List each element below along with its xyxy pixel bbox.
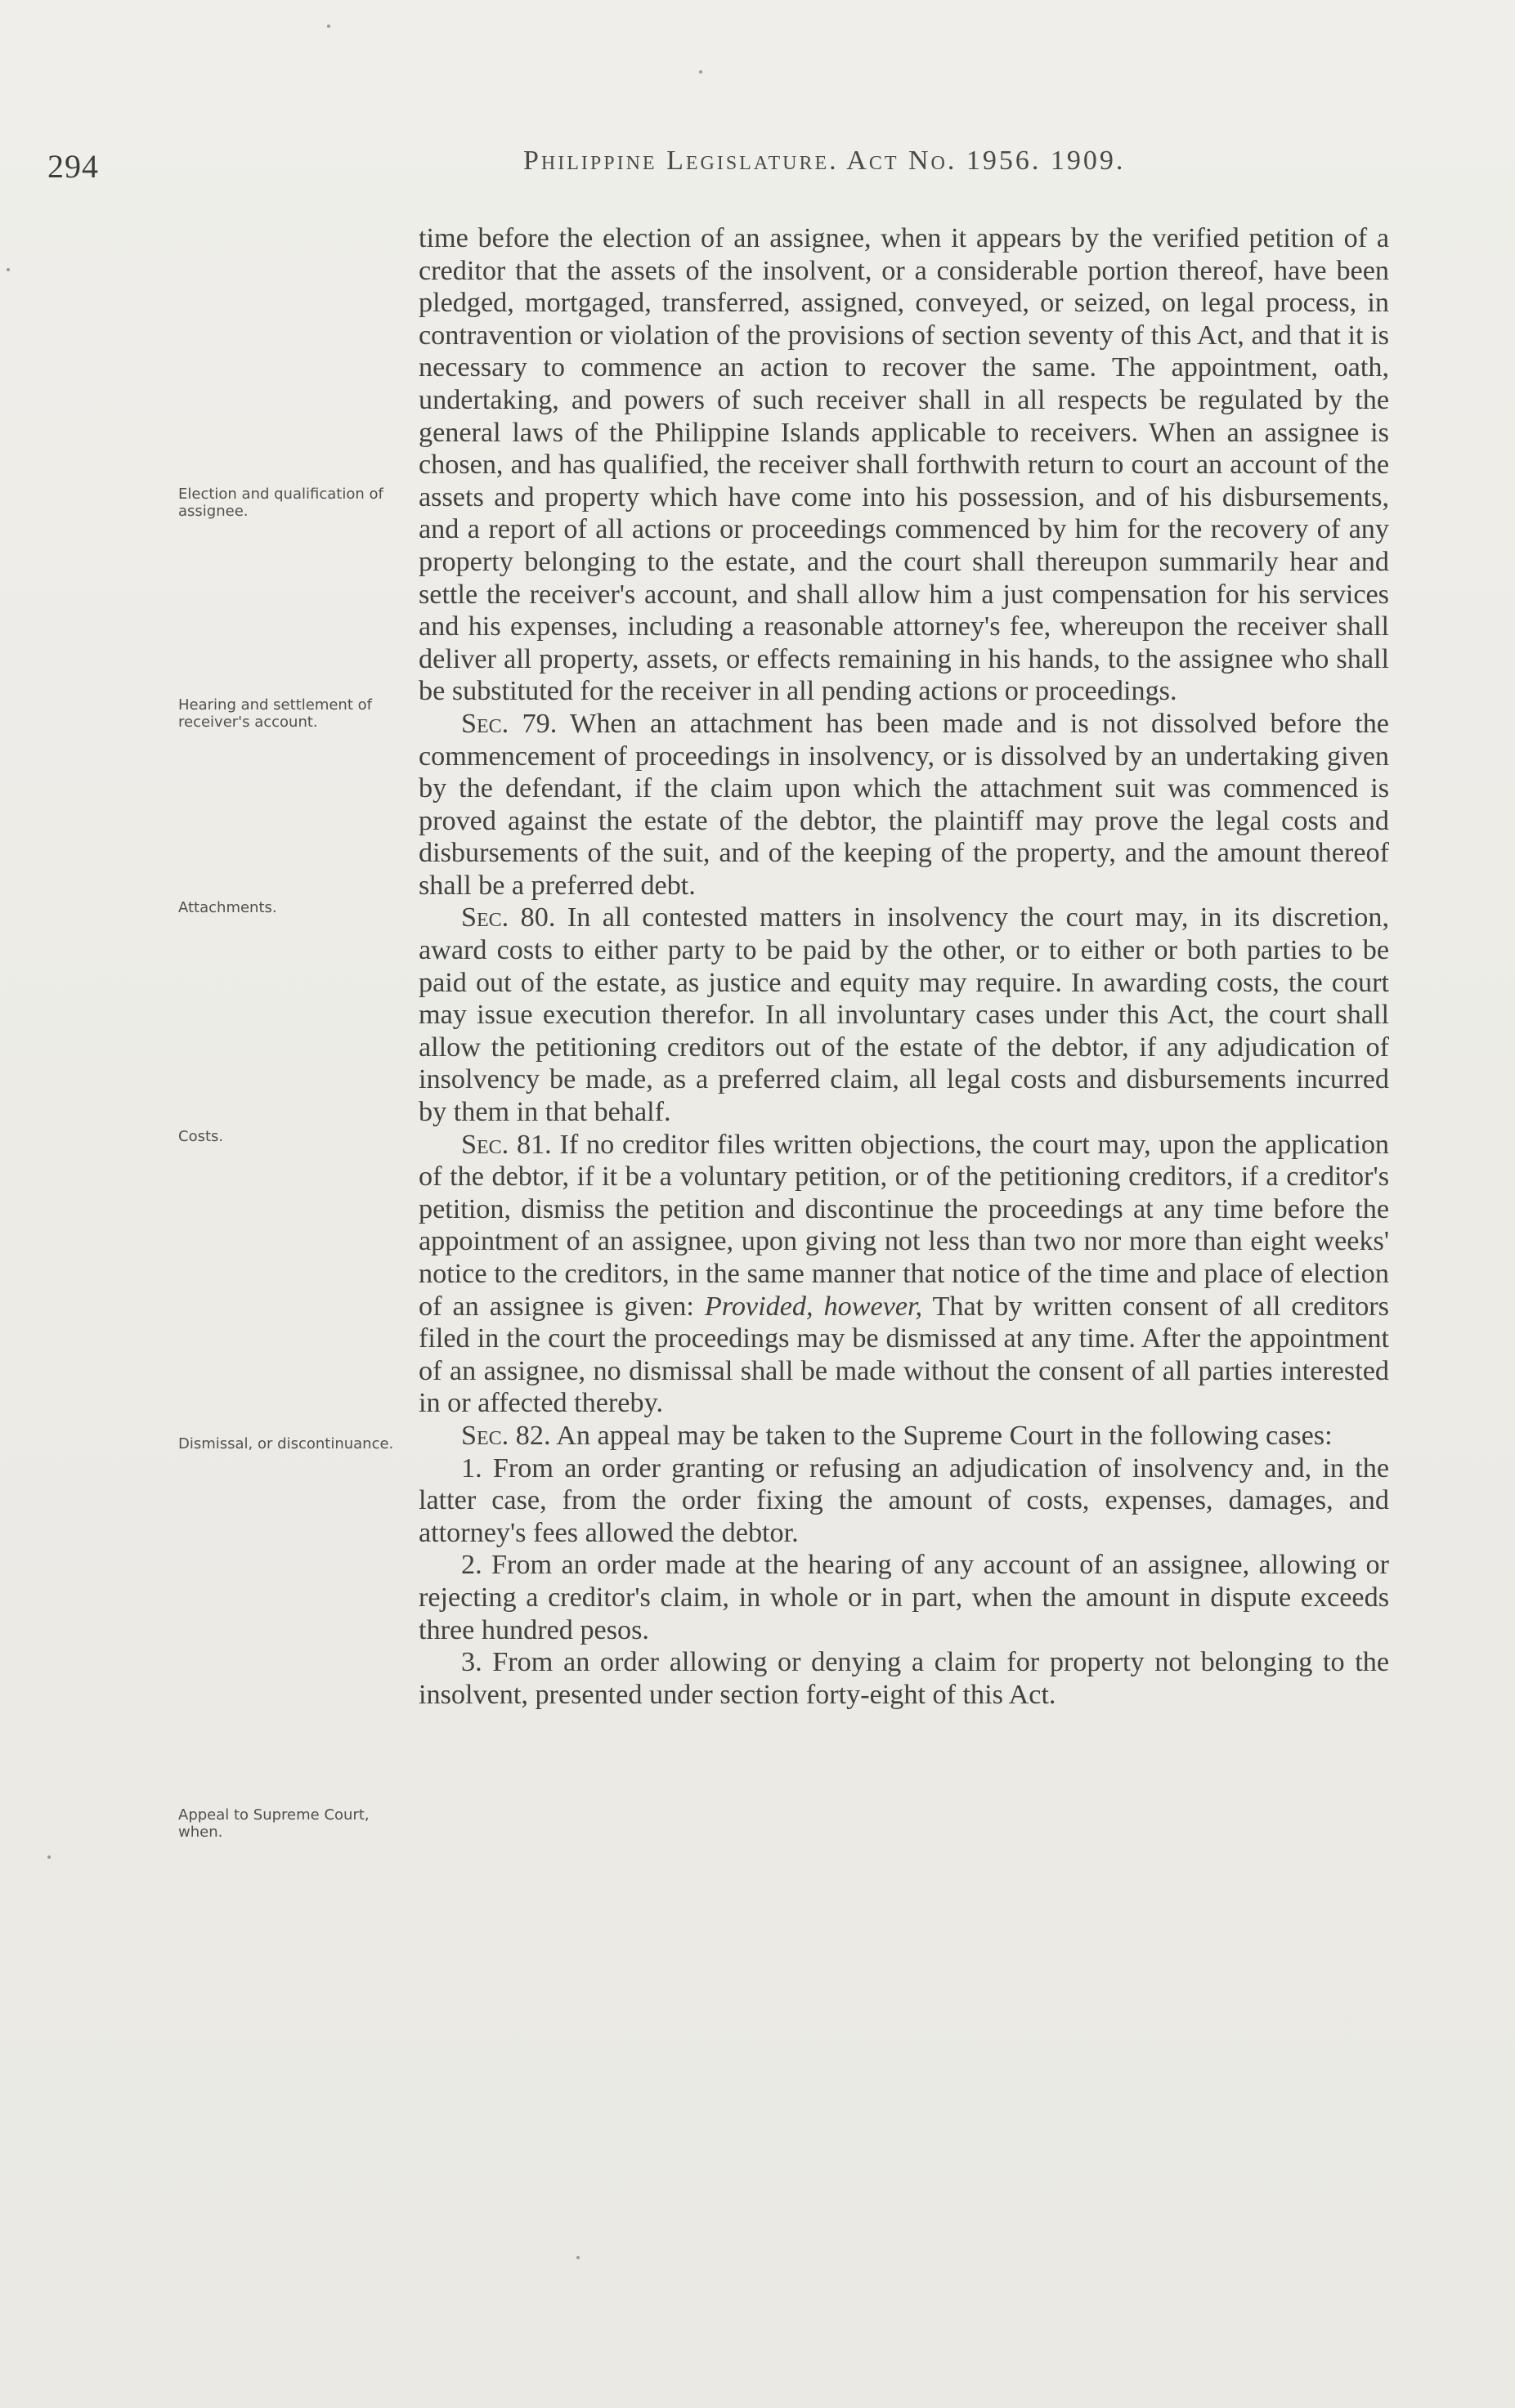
section-82-text: An appeal may be taken to the Supreme Court in the following cases:	[556, 1420, 1333, 1451]
margin-note-costs: Costs.	[178, 1128, 224, 1145]
appeal-case-1: 1. From an order granting or refusing an adjudication of insolvency and, in the latter case, from the order fixing the amount of costs, expenses, damages, and attorney's fees allowed the debtor.	[419, 1452, 1389, 1548]
scan-speck	[699, 70, 702, 74]
section-81-text: If no creditor files written objections, the court may, upon the application of the debtor, if it be a voluntary petition, or of the petitioning creditors, if a creditor's petition, dismiss the petition and discontinue the proceedings at any time before the appointment of an assignee, upon giving not less than two nor more than eight weeks' notice to the creditors, in the same manner that notice of the time and place of election of an assignee is given:	[419, 1129, 1390, 1322]
section-81-proviso: Provided, however,	[704, 1291, 923, 1322]
margin-note-election: Election and qualification of assignee.	[178, 486, 383, 520]
appeal-case-3: 3. From an order allowing or denying a claim for property not belonging to the insolvent, presented under section forty-eight of this Act.	[419, 1647, 1389, 1710]
margin-note-hearing: Hearing and settlement of receiver's account.	[178, 696, 372, 731]
margin-note-dismissal: Dismissal, or discontinuance.	[178, 1435, 394, 1452]
running-head: Philippine Legislature. Act No. 1956. 1909.	[523, 145, 1126, 176]
margin-note-attachments: Attachments.	[178, 899, 277, 916]
section-79-text: When an attachment has been made and is not dissolved before the commencement of proceedings in insolvency, or is dissolved by an undertaking given by the defendant, if the claim upon which the attachment suit was commenced is proved against the estate of the debtor, the plaintiff may prove the legal costs and disbursements of the suit, and of the keeping of the property, and the amount thereof shall be a preferred debt.	[419, 708, 1389, 901]
scan-speck	[576, 2256, 580, 2259]
section-81-label: Sec. 81.	[461, 1129, 552, 1160]
appeal-case-2: 2. From an order made at the hearing of any account of an assignee, allowing or rejecting a creditor's claim, in whole or in part, when the amount in dispute exceeds three hundred pesos.	[419, 1550, 1389, 1645]
section-80-text: In all contested matters in insolvency the court may, in its discretion, award costs to either party to be paid by the other, or to either or both parties to be paid out of the estate, as justice and equity may require. In awarding costs, the court may issue execution therefor. In all involuntary cases under this Act, the court shall allow the petitioning creditors out of the estate of the debtor, if any adjudication of insolvency be made, as a preferred claim, all legal costs and disbursements incurred by them in that behalf.	[419, 902, 1389, 1128]
scan-speck	[47, 1855, 51, 1859]
page-number: 294	[47, 148, 99, 185]
section-80	[419, 902, 1389, 1128]
margin-note-appeal: Appeal to Supreme Court, when.	[178, 1806, 370, 1841]
body-text	[419, 222, 1389, 1711]
section-80-label: Sec. 80.	[461, 902, 556, 933]
scan-speck	[327, 25, 330, 28]
section-81-text-continued: That by written consent of all creditors filed in the court the proceedings may be dismissed at any time. After the appointment of an assignee, no dismissal shall be made without the consent of all parties interested in or affected thereby.	[419, 1291, 1389, 1419]
section-79	[419, 708, 1389, 902]
section-79-label: Sec. 79.	[461, 708, 558, 739]
paragraph-receiver: time before the election of an assignee, when it appears by the verified petition of a creditor that the assets of the insolvent, or a considerable portion thereof, have been pledged, mortgaged, transferred, assigned, conveyed, or seized, on legal process, in contravention or violation of the provisions of section seventy of this Act, and that it is necessary to commence an action to recover the same. The appointment, oath, undertaking, and powers of such receiver shall in all respects be regulated by the general laws of the Philippine Islands applicable to receivers. When an assignee is chosen, and has qualified, the receiver shall forthwith return to court an account of the assets and property which have come into his possession, and of his disbursements, and a report of all actions or proceedings commenced by him for the recovery of any property belonging to the estate, and the court shall thereupon summarily hear and settle the receiver's account, and shall allow him a just compensation for his services and his expenses, including a reasonable attorney's fee, whereupon the receiver shall deliver all property, assets, or effects remaining in his hands, to the assignee who shall be substituted for the receiver in all pending actions or proceedings.	[419, 223, 1389, 707]
section-82-label: Sec. 82.	[461, 1420, 551, 1451]
scan-speck	[7, 268, 10, 271]
section-81	[419, 1129, 1389, 1420]
section-82	[419, 1420, 1389, 1452]
